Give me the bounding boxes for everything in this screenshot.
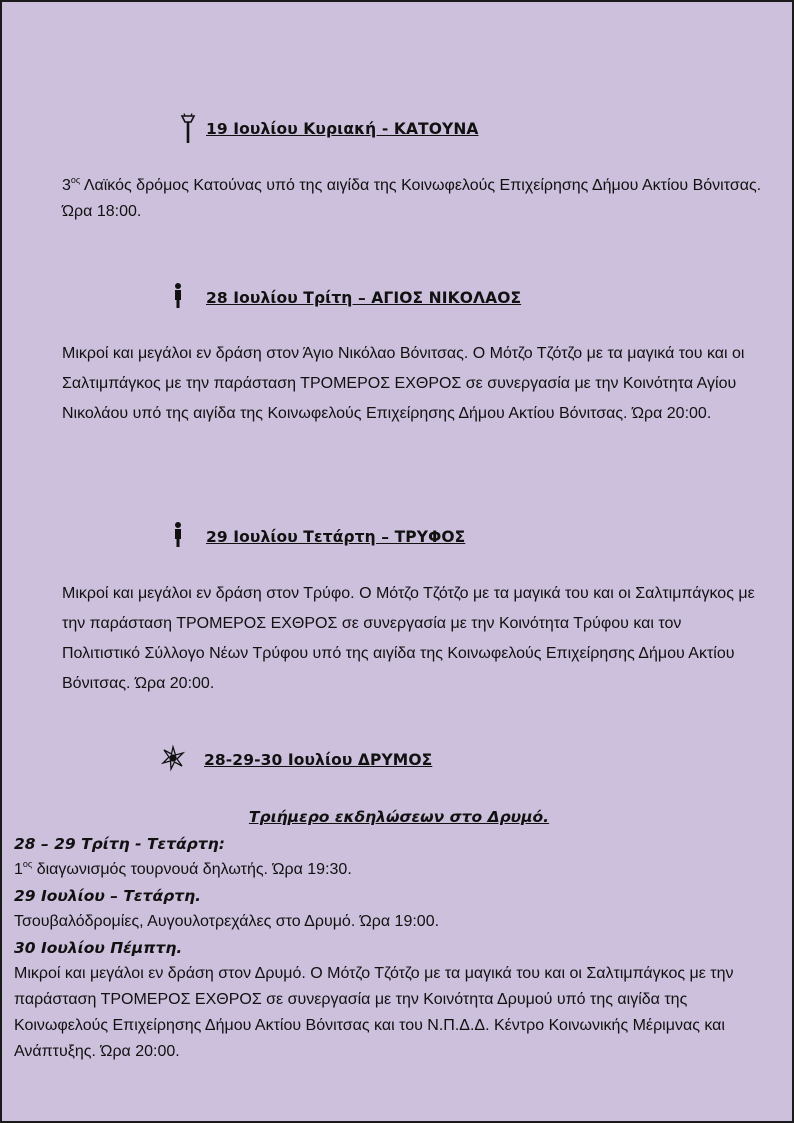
drymos-program (14, 831, 784, 1065)
torch-icon (174, 113, 202, 145)
event-heading-agios-nikolaos (174, 282, 521, 314)
person-icon (174, 282, 202, 314)
ordinal-number: 1 (14, 861, 23, 878)
event-description-katouna (62, 173, 762, 225)
event-description-text: Λαϊκός δρόμος Κατούνας υπό της αιγίδα της Κοινωφελούς Επιχείρησης Δήμου Ακτίου Βόνιτσας. Ώρα 18:00. (62, 177, 762, 220)
day-label: 29 Ιουλίου – Τετάρτη. (14, 887, 202, 905)
day-description-text: διαγωνισμός τουρνουά δηλωτής. Ώρα 19:30. (32, 861, 352, 878)
person-icon (174, 521, 202, 553)
ordinal-suffix: ος (70, 175, 81, 185)
ordinal-suffix: ος (22, 859, 33, 869)
day-description (14, 857, 784, 883)
event-heading-text: 19 Ιουλίου Κυριακή - ΚΑΤΟΥΝΑ (206, 120, 479, 138)
day-description: Τσουβαλόδρομίες, Αυγουλοτρεχάλες στο Δρυμό. Ώρα 19:00. (14, 913, 440, 930)
event-heading-katouna (174, 113, 479, 145)
star-burst-icon (160, 744, 200, 776)
day-description: Μικροί και μεγάλοι εν δράση στον Δρυμό. Ο Μότζο Τζότζο με τα μαγικά του και οι Σαλτιμπάγκος με την παράσταση ΤΡΟΜΕΡΟΣ ΕΧΘΡΟΣ σε συνεργασία με την Κοινότητα Δρυμού υπό της αιγίδα της Κοινωφελούς Επιχείρησης Δήμου Ακτίου Βόνιτσας και του Ν.Π.Δ.Δ. Κέντρο Κοινωνικής Μέριμνας και Ανάπτυξης. Ώρα 20:00. (14, 965, 734, 1060)
ordinal-number: 3 (62, 177, 71, 194)
event-heading-text: 28-29-30 Ιουλίου ΔΡΥΜΟΣ (204, 751, 433, 769)
event-heading-text: 29 Ιουλίου Τετάρτη – ΤΡΥΦΟΣ (206, 528, 466, 546)
event-heading-drymos (160, 744, 432, 776)
day-label: 28 – 29 Τρίτη - Τετάρτη: (14, 835, 225, 853)
event-heading-tryfos (174, 521, 465, 553)
event-description-tryfos: Μικροί και μεγάλοι εν δράση στον Τρύφο. Ο Μότζο Τζότζο με τα μαγικά του και οι Σαλτιμπάγκος με την παράσταση ΤΡΟΜΕΡΟΣ ΕΧΘΡΟΣ σε συνεργασία με την Κοινότητα Τρύφου και τον Πολιτιστικό Σύλλογο Νέων Τρύφου υπό της αιγίδα της Κοινωφελούς Επιχείρησης Δήμου Ακτίου Βόνιτσας. Ώρα 20:00. (62, 585, 755, 692)
event-description-agios-nikolaos: Μικροί και μεγάλοι εν δράση στον Άγιο Νικόλαο Βόνιτσας. Ο Μότζο Τζότζο με τα μαγικά του και οι Σαλτιμπάγκος με την παράσταση ΤΡΟΜΕΡΟΣ ΕΧΘΡΟΣ σε συνεργασία με την Κοινότητα Αγίου Νικολάου υπό της αιγίδα της Κοινωφελούς Επιχείρησης Δήμου Ακτίου Βόνιτσας. Ώρα 20:00. (62, 345, 745, 422)
drymos-program-title: Τριήμερο εκδηλώσεων στο Δρυμό. (248, 808, 550, 826)
day-label: 30 Ιουλίου Πέμπτη. (14, 939, 183, 957)
event-heading-text: 28 Ιουλίου Τρίτη – ΑΓΙΟΣ ΝΙΚΟΛΑΟΣ (206, 289, 522, 307)
